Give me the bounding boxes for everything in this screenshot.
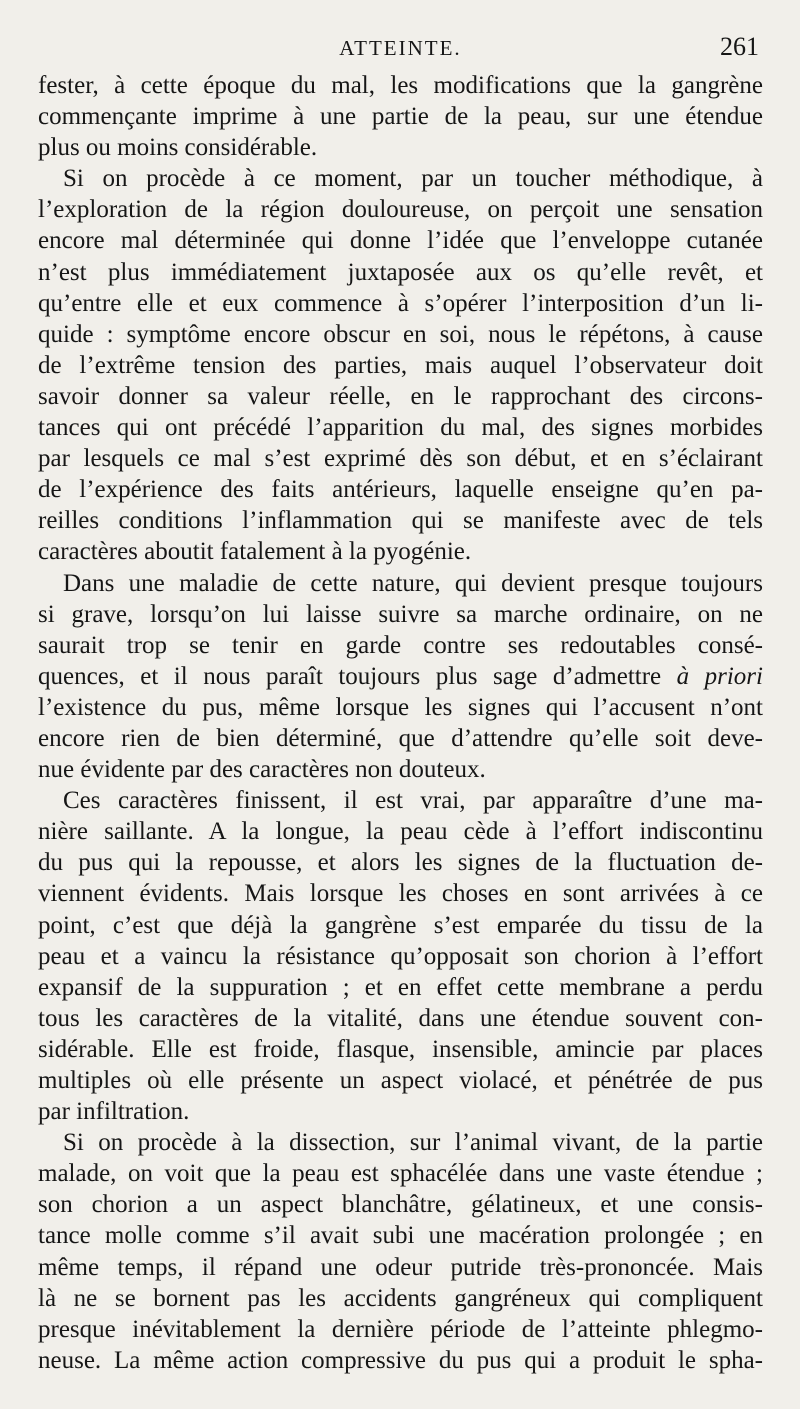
text-line	[38, 163, 763, 194]
text-line	[38, 194, 763, 225]
text-line	[38, 941, 763, 972]
text-line-content: nière saillante. A la longue, la peau cède à l’effort indiscontinu	[38, 818, 763, 846]
text-line-content: commençante imprime à une partie de la peau, sur une étendue	[38, 103, 763, 131]
text-line	[38, 288, 763, 319]
text-line	[38, 474, 763, 505]
text-line	[38, 1034, 763, 1065]
text-line	[38, 319, 763, 350]
text-line	[38, 257, 763, 288]
text-line	[38, 1003, 763, 1034]
text-line-content: reilles conditions l’inflammation qui se manifeste avec de tels	[38, 507, 763, 535]
text-line-content: neuse. La même action compressive du pus qui a produit le spha-	[38, 1346, 763, 1374]
text-line	[38, 1220, 763, 1251]
text-line	[38, 1127, 763, 1158]
text-line	[38, 785, 763, 816]
text-line	[38, 1158, 763, 1189]
text-line-content: si grave, lorsqu’on lui laisse suivre sa marche ordinaire, on ne	[38, 600, 763, 628]
text-line	[38, 630, 763, 661]
text-line	[38, 1096, 763, 1127]
text-line	[38, 661, 763, 692]
text-line-content: quide : symptôme encore obscur en soi, nous le répétons, à cause	[38, 320, 763, 348]
running-head	[38, 30, 763, 70]
text-line-content: tance molle comme s’il avait subi une macération prolongée ; en	[38, 1222, 763, 1250]
text-line	[38, 381, 763, 412]
text-line-content: Dans une maladie de cette nature, qui devient presque toujours	[63, 569, 763, 597]
text-line-content: Ces caractères finissent, il est vrai, par apparaître d’une ma-	[63, 787, 763, 815]
text-line	[38, 443, 763, 474]
text-line-content: de l’expérience des faits antérieurs, laquelle enseigne qu’en pa-	[38, 476, 763, 504]
text-line	[38, 972, 763, 1003]
text-line-content: sidérable. Elle est froide, flasque, insensible, amincie par places	[38, 1035, 763, 1063]
text-line	[38, 692, 763, 723]
text-line-content: presque inévitablement la dernière période de l’atteinte phlegmo-	[38, 1315, 763, 1343]
running-title: ATTEINTE.	[339, 36, 462, 60]
text-line	[38, 225, 763, 256]
text-line-content: savoir donner sa valeur réelle, en le rapprochant des circons-	[38, 382, 763, 410]
text-line	[38, 101, 763, 132]
text-line	[38, 536, 763, 567]
text-line-content: par infiltration.	[38, 1098, 190, 1126]
text-line-content: Si on procède à ce moment, par un toucher méthodique, à	[63, 165, 763, 193]
text-line-content: n’est plus immédiatement juxtaposée aux os qu’elle revêt, et	[38, 258, 763, 286]
text-line-content: tances qui ont précédé l’apparition du mal, des signes morbides	[38, 414, 763, 442]
text-line-content: multiples où elle présente un aspect violacé, et pénétrée de pus	[38, 1067, 763, 1094]
text-line-content: son chorion a un aspect blanchâtre, gélatineux, et une consis-	[38, 1191, 763, 1219]
text-line-content: nue évidente par des caractères non douteux.	[38, 756, 486, 784]
text-line	[38, 132, 763, 163]
text-line-content: par lesquels ce mal s’est exprimé dès son début, et en s’éclairant	[38, 445, 763, 473]
text-line-content: fester, à cette époque du mal, les modifications que la gangrène	[38, 72, 763, 99]
text-line	[38, 412, 763, 443]
text-line-content: point, c’est que déjà la gangrène s’est emparée du tissu de la	[38, 911, 763, 939]
text-line-content: du pus qui la repousse, et alors les signes de la fluctuation de-	[38, 849, 763, 877]
text-line-content: viennent évidents. Mais lorsque les choses en sont arrivées à ce	[38, 880, 763, 908]
text-line	[38, 568, 763, 599]
text-line	[38, 1314, 763, 1345]
text-line	[38, 1252, 763, 1283]
text-line-content: caractères aboutit fatalement à la pyogénie.	[38, 538, 472, 566]
text-line-content: là ne se bornent pas les accidents gangréneux qui compliquent	[38, 1284, 763, 1312]
text-line-content: expansif de la suppuration ; et en effet cette membrane a perdu	[38, 973, 763, 1001]
text-line-content: tous les caractères de la vitalité, dans une étendue souvent con-	[38, 1004, 763, 1032]
text-line-content: Si on procède à la dissection, sur l’animal vivant, de la partie	[63, 1129, 763, 1157]
text-line-content: qu’entre elle et eux commence à s’opérer l’interposition d’un li-	[38, 289, 763, 317]
text-line	[38, 1189, 763, 1220]
text-line	[38, 70, 763, 101]
text-line	[38, 847, 763, 878]
text-line-content: plus ou moins considérable.	[38, 134, 318, 162]
text-line	[38, 878, 763, 909]
italic-phrase: à priori	[676, 662, 763, 690]
text-line	[38, 350, 763, 381]
text-line-content: malade, on voit que la peau est sphacélée dans une vaste étendue ;	[38, 1160, 763, 1188]
text-line-content: même temps, il répand une odeur putride très-prononcée. Mais	[38, 1253, 763, 1281]
text-line	[38, 816, 763, 847]
text-line-content: l’exploration de la région douloureuse, on perçoit une sensation	[38, 196, 763, 224]
text-line	[38, 910, 763, 941]
text-line-content: quences, et il nous paraît toujours plus sage d’admettre	[38, 662, 662, 690]
text-line-content: encore mal déterminée qui donne l’idée que l’enveloppe cutanée	[38, 227, 763, 255]
text-line-content: de l’extrême tension des parties, mais auquel l’observateur doit	[38, 351, 763, 379]
text-line	[38, 505, 763, 536]
body-text	[38, 70, 763, 1376]
text-line-content: peau et a vaincu la résistance qu’opposait son chorion à l’effort	[38, 942, 763, 970]
text-line-content: l’existence du pus, même lorsque les signes qui l’accusent n’ont	[38, 693, 763, 721]
page-number: 261	[720, 32, 759, 61]
text-line-content: saurait trop se tenir en garde contre ses redoutables consé-	[38, 631, 763, 659]
text-line	[38, 754, 763, 785]
text-line	[38, 1283, 763, 1314]
text-line-content: encore rien de bien déterminé, que d’attendre qu’elle soit deve-	[38, 724, 763, 752]
text-line	[38, 1345, 763, 1376]
text-line	[38, 723, 763, 754]
text-line	[38, 599, 763, 630]
text-line	[38, 1065, 763, 1096]
